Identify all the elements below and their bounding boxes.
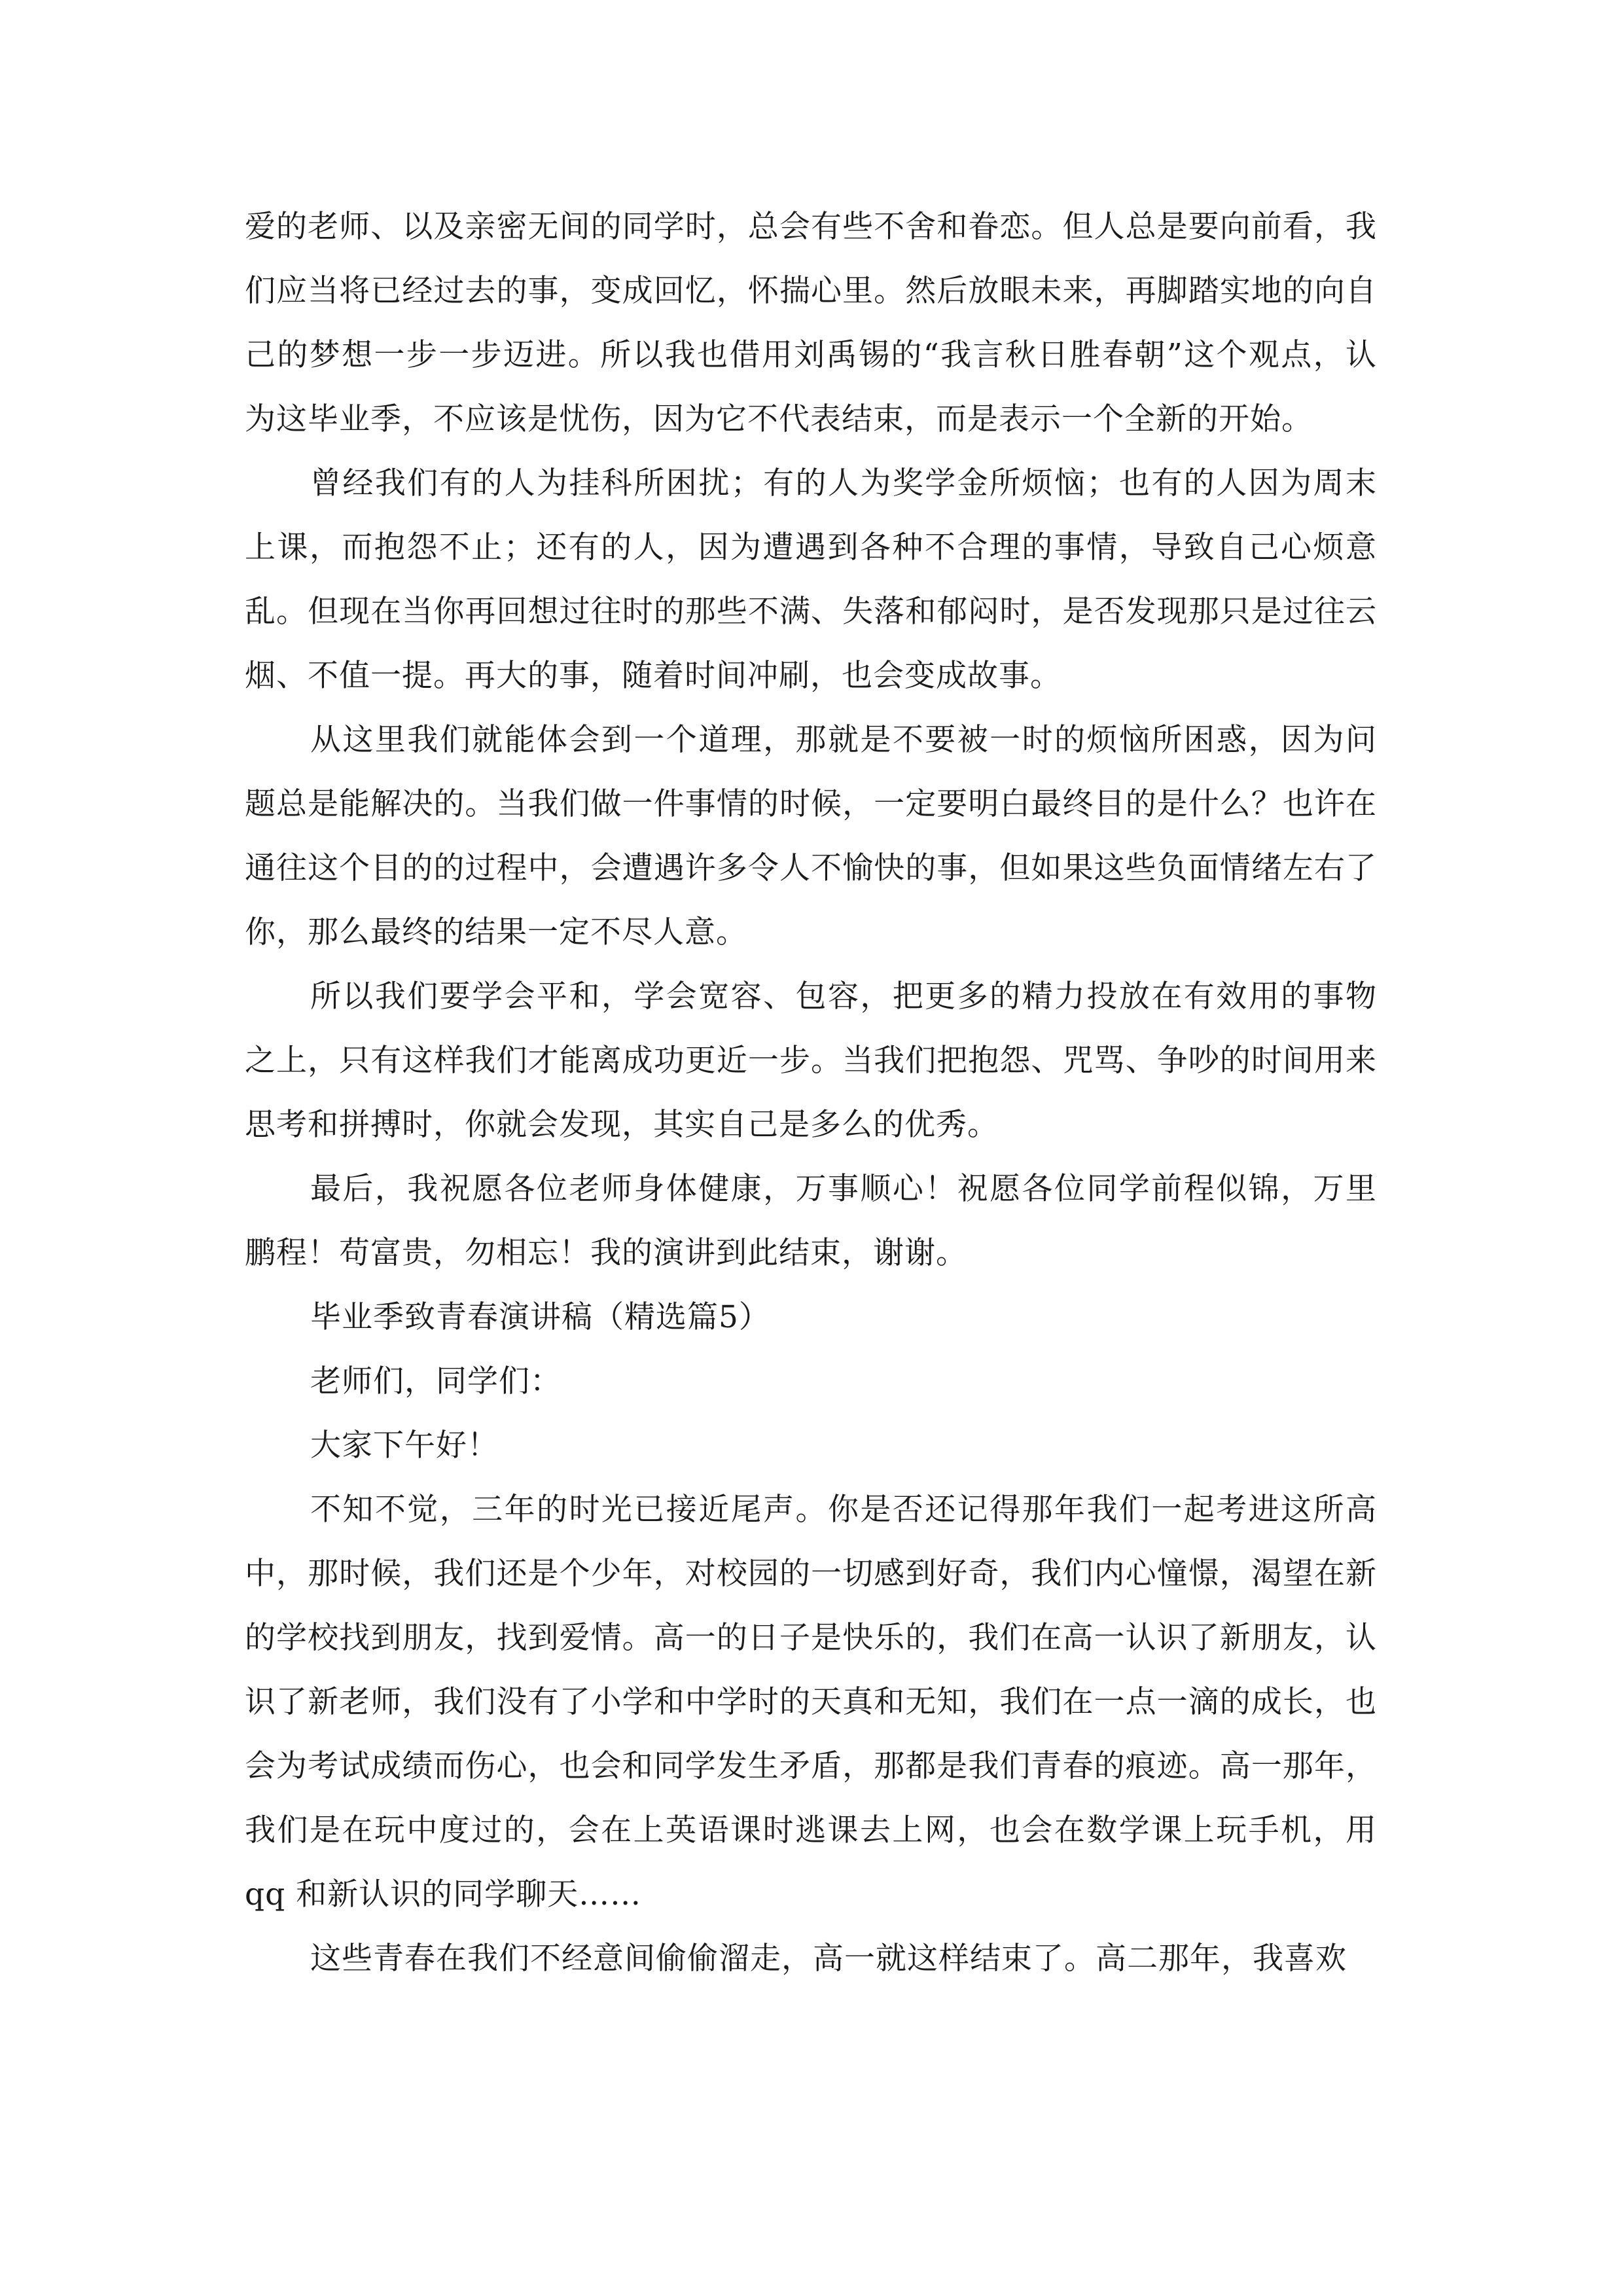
body-text <box>245 195 1377 1991</box>
paragraph: 从这里我们就能体会到一个道理，那就是不要被一时的烦恼所困惑，因为问题总是能解决的。当我们做一件事情的时候，一定要明白最终目的是什么？也许在通往这个目的的过程中，会遭遇许多令人不愉快的事，但如果这些负面情绪左右了你，那么最终的结果一定不尽人意。 <box>245 722 1377 950</box>
paragraph: 爱的老师、以及亲密无间的同学时，总会有些不舍和眷恋。但人总是要向前看，我们应当将已经过去的事，变成回忆，怀揣心里。然后放眼未来，再脚踏实地的向自己的梦想一步一步迈进。所以我也借用刘禹锡的“我言秋日胜春朝”这个观点，认为这毕业季，不应该是忧伤，因为它不代表结束，而是表示一个全新的开始。 <box>245 209 1377 437</box>
paragraph: 最后，我祝愿各位老师身体健康，万事顺心！祝愿各位同学前程似锦，万里鹏程！苟富贵，勿相忘！我的演讲到此结束，谢谢。 <box>245 1171 1377 1271</box>
section-heading: 毕业季致青春演讲稿（精选篇5） <box>310 1299 770 1335</box>
salutation: 老师们，同学们： <box>310 1363 562 1399</box>
paragraph: 曾经我们有的人为挂科所困扰；有的人为奖学金所烦恼；也有的人因为周末上课，而抱怨不止；还有的人，因为遭遇到各种不合理的事情，导致自己心烦意乱。但现在当你再回想过往时的那些不满、失落和郁闷时，是否发现那只是过往云烟、不值一提。再大的事，随着时间冲刷，也会变成故事。 <box>245 465 1377 694</box>
paragraph: 所以我们要学会平和，学会宽容、包容，把更多的精力投放在有效用的事物之上，只有这样我们才能离成功更近一步。当我们把抱怨、咒骂、争吵的时间用来思考和拼搏时，你就会发现，其实自己是多么的优秀。 <box>245 978 1377 1143</box>
paragraph: 这些青春在我们不经意间偷偷溜走，高一就这样结束了。高二那年，我喜欢 <box>310 1941 1347 1977</box>
greeting: 大家下午好！ <box>310 1427 499 1463</box>
paragraph: 不知不觉，三年的时光已接近尾声。你是否还记得那年我们一起考进这所高中，那时候，我们还是个少年，对校园的一切感到好奇，我们内心憧憬，渴望在新的学校找到朋友，找到爱情。高一的日子是快乐的，我们在高一认识了新朋友，认识了新老师，我们没有了小学和中学时的天真和无知，我们在一点一滴的成长，也会为考试成绩而伤心，也会和同学发生矛盾，那都是我们青春的痕迹。高一那年，我们是在玩中度过的，会在上英语课时逃课去上网，也会在数学课上玩手机，用 qq 和新认识的同学聊天…… <box>245 1492 1377 1912</box>
